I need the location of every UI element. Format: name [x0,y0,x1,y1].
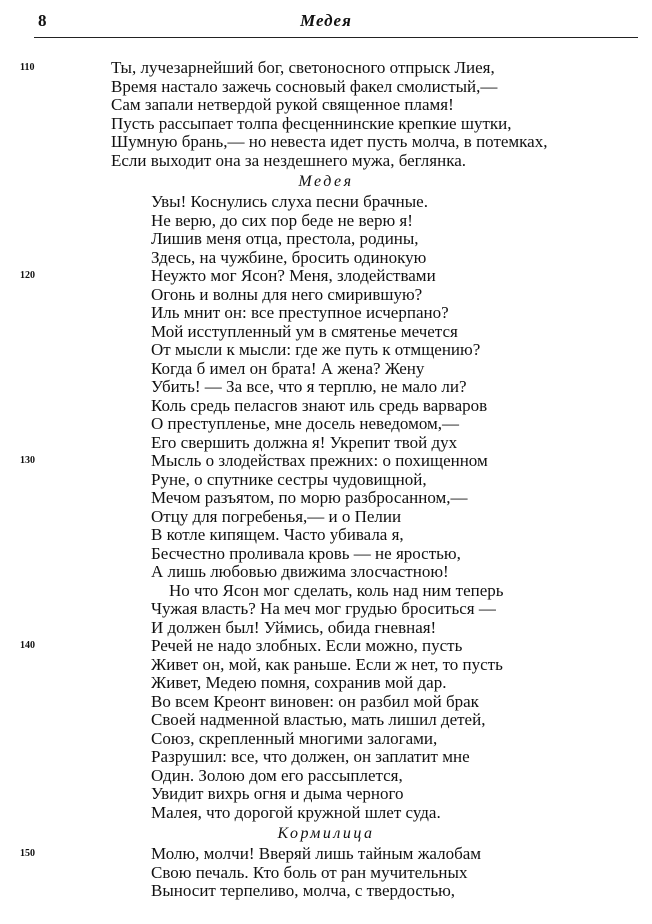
verse-line [0,637,652,656]
verse-line-text: Во всем Креонт виновен: он разбил мой брак [151,691,479,711]
verse-line-text: Речей не надо злобных. Если можно, пусть [151,636,463,655]
speaker-name: Медея [298,173,354,190]
verse-line-text: Увы! Коснулись слуха песни брачные. [151,192,428,211]
verse-line [0,267,652,286]
verse-line [0,323,652,342]
verse-line [0,619,652,638]
speaker-heading [0,170,652,193]
verse-line [0,360,652,379]
verse-line-text: Своей надменной властью, мать лишил детей, [151,710,486,729]
page-header [0,0,652,40]
verse-line-text: Убить! — За все, что я терплю, не мало ли? [151,377,467,396]
verse-line-text: Иль мнит он: все преступное исчерпано? [151,303,449,322]
verse-line-text: Ты, лучезарнейший бог, светоносного отпрыск Лиея, [111,58,495,77]
verse-line [0,115,652,134]
verse-line-text: Малея, что дорогой кружной шлет суда. [151,802,441,822]
verse-line-text: Молю, молчи! Вверяй лишь тайным жалобам [151,844,482,863]
verse-line-text: Его свершить должна я! Укрепит твой дух [151,432,458,452]
verse-line-text: Если выходит она за нездешнего мужа, беглянка. [111,150,466,170]
verse-line [0,711,652,730]
line-number: 120 [20,270,35,281]
verse-line-text: Но что Ясон мог сделать, коль над ним теперь [169,580,504,600]
verse-line-text: Руне, о спутнике сестры чудовищной, [151,469,427,489]
line-number: 150 [20,848,35,859]
verse-line [0,508,652,527]
verse-line-text: Чужая власть? На меч мог грудью броситься — [151,599,496,618]
verse-line-text: Коль средь пеласгов знают иль средь варваров [151,395,488,415]
verse-line-text: Сам запали нетвердой рукой священное пламя! [111,95,454,114]
verse-line-text: Пусть рассыпает толпа фесценнинские крепкие шутки, [111,113,512,133]
verse-line [0,286,652,305]
verse-line [0,304,652,323]
verse-line [0,600,652,619]
verse-line-text: И должен был! Уймись, обида гневная! [151,617,437,637]
line-number: 140 [20,640,35,651]
verse-line-text: Живет он, мой, как раньше. Если ж нет, то пусть [151,654,503,674]
verse-line-text: Не верю, до сих пор беде не верю я! [151,210,413,230]
verse-line [0,452,652,471]
verse-line [0,582,652,601]
verse-line [0,563,652,582]
page-number: 8 [38,11,47,30]
verse-line-text: Бесчестно проливала кровь — не яростью, [151,543,461,563]
verse-line [0,133,652,152]
verse-line-text: Союз, скрепленный многими залогами, [151,728,438,748]
verse-line-text: Когда б имел он брата! А жена? Жену [151,358,425,378]
verse-text [0,59,652,901]
verse-line [0,804,652,823]
verse-line [0,845,652,864]
verse-line [0,193,652,212]
verse-line-text: Свою печаль. Кто боль от ран мучительных [151,862,468,882]
verse-line [0,434,652,453]
verse-line-text: В котле кипящем. Часто убивала я, [151,525,404,544]
verse-line-text: От мысли к мысли: где же путь к отмщению? [151,340,481,359]
verse-line-text: Увидит вихрь огня и дыма черного [151,784,404,803]
verse-line [0,78,652,97]
verse-line [0,693,652,712]
verse-line-text: Выносит терпеливо, молча, с твердостью, [151,881,456,900]
verse-line [0,249,652,268]
verse-line [0,767,652,786]
verse-line-text: Мысль о злодействах прежних: о похищенном [151,451,488,470]
verse-line [0,96,652,115]
verse-line-text: Шумную брань,— но невеста идет пусть молча, в потемках, [111,132,548,151]
speaker-heading [0,822,652,845]
speaker-name: Кормилица [277,825,375,842]
verse-line [0,526,652,545]
verse-line [0,152,652,171]
verse-line [0,378,652,397]
verse-line-text: Здесь, на чужбине, бросить одинокую [151,247,427,267]
verse-line [0,341,652,360]
verse-line [0,730,652,749]
verse-line [0,785,652,804]
verse-line [0,748,652,767]
verse-line [0,882,652,901]
line-number: 130 [20,455,35,466]
header-rule [34,37,638,38]
verse-line-text: Огонь и волны для него смирившую? [151,284,423,304]
line-number: 110 [20,62,35,73]
verse-line [0,656,652,675]
verse-line [0,415,652,434]
verse-line-text: Отцу для погребенья,— и о Пелии [151,506,402,526]
verse-line [0,230,652,249]
verse-line-text: А лишь любовью движима злосчастною! [151,562,449,581]
verse-line-text: Время настало зажечь сосновый факел смолистый,— [111,76,498,96]
verse-line-text: Живет, Медею помня, сохранив мой дар. [151,673,447,692]
verse-line-text: Мой исступленный ум в смятенье мечется [151,321,458,341]
verse-line [0,59,652,78]
verse-line [0,212,652,231]
verse-line [0,864,652,883]
verse-line-text: Мечом разъятом, по морю разбросанном,— [151,488,468,507]
verse-line [0,471,652,490]
verse-line-text: Один. Золою дом его рассыплется, [151,765,403,785]
verse-line-text: О преступленье, мне досель неведомом,— [151,414,460,433]
verse-line [0,489,652,508]
running-title: Медея [300,11,352,30]
verse-line-text: Неужто мог Ясон? Меня, злодействами [151,266,436,285]
verse-line-text: Лишив меня отца, престола, родины, [151,229,419,248]
verse-line [0,397,652,416]
verse-line-text: Разрушил: все, что должен, он заплатит мне [151,747,470,766]
verse-line [0,674,652,693]
verse-line [0,545,652,564]
